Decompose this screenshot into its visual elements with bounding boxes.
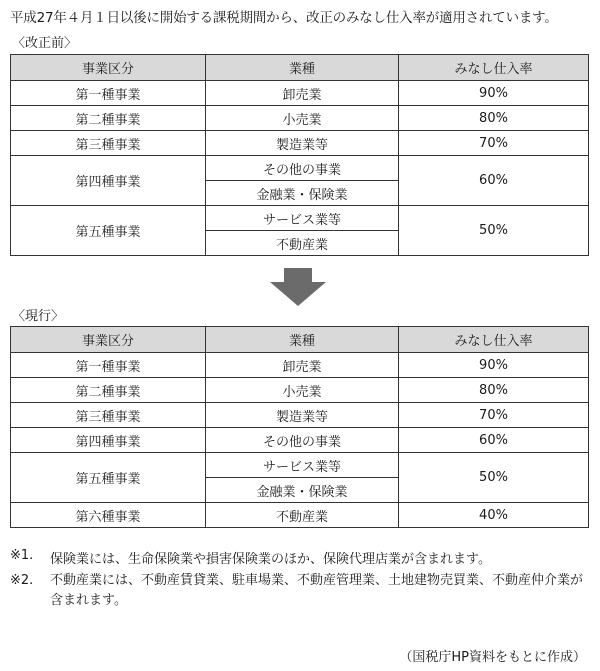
industry-cell: 不動産業 xyxy=(206,503,399,528)
table-row xyxy=(11,131,589,156)
header-rate: みなし仕入率 xyxy=(399,55,589,81)
footnote-1 xyxy=(10,548,588,567)
industry-cell: サービス業等 xyxy=(206,206,399,231)
industry-cell: 金融業・保険業 xyxy=(206,478,399,503)
category-cell: 第二種事業 xyxy=(11,106,206,131)
category-cell: 第二種事業 xyxy=(11,378,206,403)
category-cell: 第三種事業 xyxy=(11,403,206,428)
table-row xyxy=(11,403,589,428)
table-row xyxy=(11,81,589,106)
before-table xyxy=(10,54,589,256)
rate-cell: 50% xyxy=(399,206,589,256)
industry-cell: 製造業等 xyxy=(206,403,399,428)
category-cell: 第四種事業 xyxy=(11,428,206,453)
header-category: 事業区分 xyxy=(11,55,206,81)
rate-cell: 70% xyxy=(399,131,589,156)
rate-cell: 80% xyxy=(399,106,589,131)
current-table xyxy=(10,326,589,528)
rate-cell: 60% xyxy=(399,428,589,453)
industry-cell: 卸売業 xyxy=(206,353,399,378)
category-cell: 第一種事業 xyxy=(11,353,206,378)
source-note: （国税庁HP資料をもとに作成） xyxy=(399,650,586,665)
header-industry: 業種 xyxy=(206,55,399,81)
table-row xyxy=(11,453,589,478)
industry-cell: 小売業 xyxy=(206,106,399,131)
table-row xyxy=(11,353,589,378)
table-row xyxy=(11,503,589,528)
industry-cell: 不動産業 xyxy=(206,231,399,256)
industry-cell: 小売業 xyxy=(206,378,399,403)
intro-text: 平成27年４月１日以後に開始する課税期間から、改正のみなし仕入率が適用されています。 xyxy=(10,10,558,26)
industry-cell: 卸売業 xyxy=(206,81,399,106)
footnote-2 xyxy=(10,571,588,611)
header-industry: 業種 xyxy=(206,327,399,353)
rate-cell: 90% xyxy=(399,353,589,378)
header-rate: みなし仕入率 xyxy=(399,327,589,353)
footnote-mark: ※1. xyxy=(10,548,34,563)
rate-cell: 50% xyxy=(399,453,589,503)
category-cell: 第六種事業 xyxy=(11,503,206,528)
table-row xyxy=(11,156,589,181)
header-category: 事業区分 xyxy=(11,327,206,353)
rate-cell: 60% xyxy=(399,156,589,206)
industry-cell: サービス業等 xyxy=(206,453,399,478)
table-header-row xyxy=(11,55,589,81)
industry-cell: 金融業・保険業 xyxy=(206,181,399,206)
table-row xyxy=(11,428,589,453)
table-row xyxy=(11,378,589,403)
table-header-row xyxy=(11,327,589,353)
category-cell: 第五種事業 xyxy=(11,206,206,256)
category-cell: 第四種事業 xyxy=(11,156,206,206)
rate-cell: 40% xyxy=(399,503,589,528)
industry-cell: 製造業等 xyxy=(206,131,399,156)
industry-cell: その他の事業 xyxy=(206,428,399,453)
footnote-mark: ※2. xyxy=(10,573,34,588)
current-label: 〈現行〉 xyxy=(12,309,65,324)
table-row xyxy=(11,106,589,131)
rate-cell: 90% xyxy=(399,81,589,106)
before-label: 〈改正前〉 xyxy=(12,36,78,51)
category-cell: 第一種事業 xyxy=(11,81,206,106)
rate-cell: 70% xyxy=(399,403,589,428)
category-cell: 第三種事業 xyxy=(11,131,206,156)
table-row xyxy=(11,206,589,231)
industry-cell: その他の事業 xyxy=(206,156,399,181)
category-cell: 第五種事業 xyxy=(11,453,206,503)
rate-cell: 80% xyxy=(399,378,589,403)
footnote-text: 保険業には、生命保険業や損害保険業のほか、保険代理店業が含まれます。 xyxy=(50,552,491,567)
footnote-text: 不動産業には、不動産賃貸業、駐車場業、不動産管理業、土地建物売買業、不動産仲介業が含まれます。 xyxy=(50,573,584,608)
down-arrow-icon xyxy=(270,268,326,306)
